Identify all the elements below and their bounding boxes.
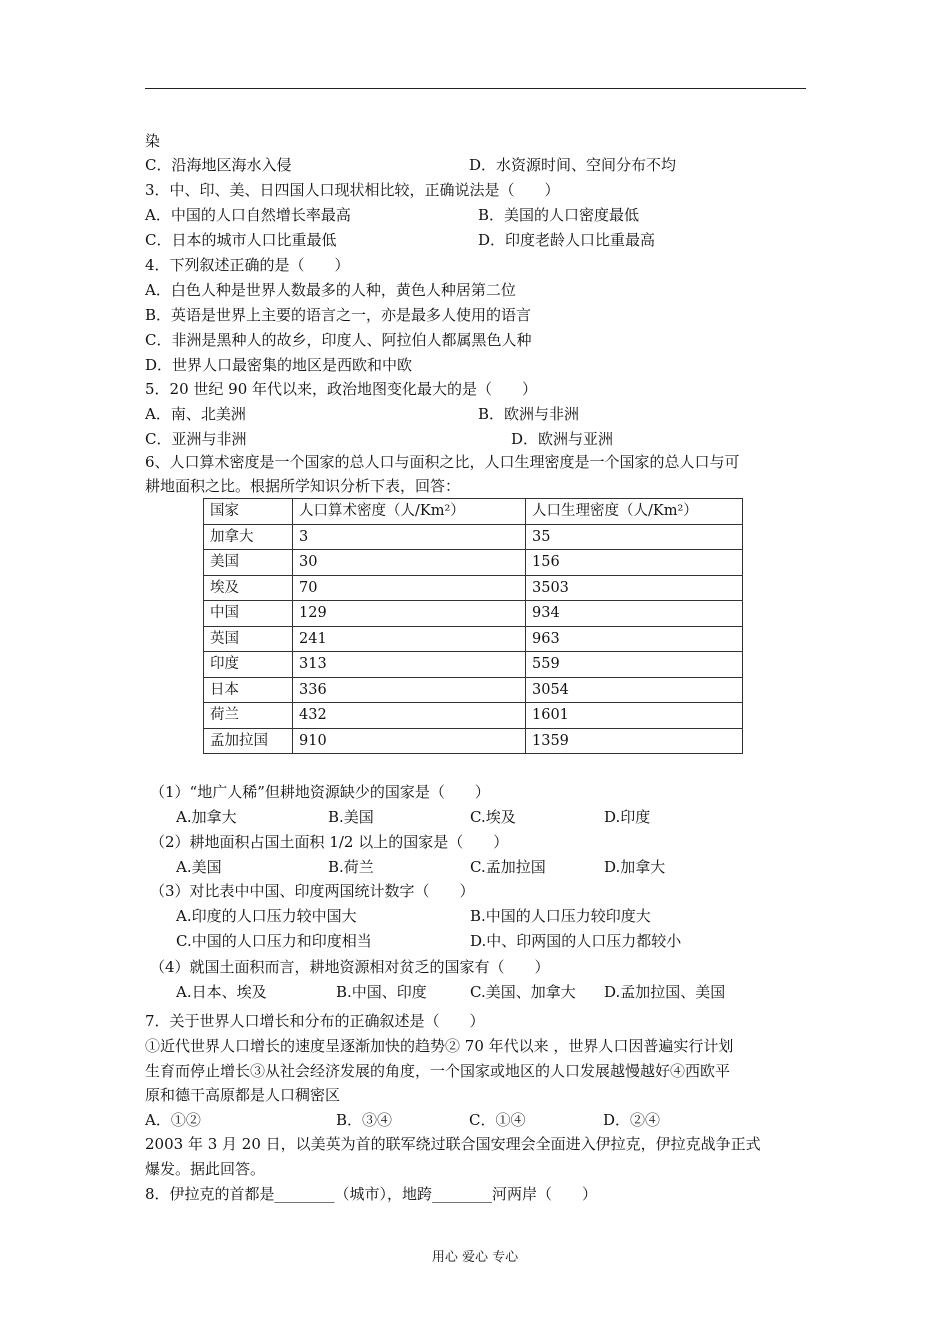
q4-option-a: A．白色人种是世界人数最多的人种，黄色人种居第二位 [145, 281, 516, 299]
page-footer: 用心 爱心 专心 [431, 1250, 519, 1265]
header-country: 国家 [204, 499, 293, 525]
option-c-coast: C．沿海地区海水入侵 [145, 156, 292, 174]
question-6-line-2: 耕地面积之比。根据所学知识分析下表，回答： [145, 477, 461, 495]
sub-question-3: （3）对比表中中国、印度两国统计数字（ ） [150, 882, 475, 900]
q5-option-d: D．欧洲与亚洲 [511, 430, 614, 448]
table-row [204, 652, 743, 678]
q7-statement-2: 生育而停止增长③从社会经济发展的角度，一个国家或地区的人口发展越慢越好④西欧平 [145, 1062, 731, 1080]
s3-option-b: B.中国的人口压力较印度大 [470, 907, 651, 925]
sub-question-2: （2）耕地面积占国土面积 1/2 以上的国家是（ ） [150, 833, 509, 851]
cell-country: 埃及 [204, 575, 293, 601]
q7-statement-3: 原和德干高原都是人口稠密区 [145, 1086, 341, 1104]
cell-arithmetic: 70 [293, 575, 526, 601]
cell-physiological: 3054 [526, 677, 743, 703]
q3-option-a: A．中国的人口自然增长率最高 [145, 206, 351, 224]
cell-physiological: 35 [526, 524, 743, 550]
header-arithmetic-density: 人口算术密度（人/Km²） [293, 499, 526, 525]
cell-physiological: 1601 [526, 703, 743, 729]
cell-country: 中国 [204, 601, 293, 627]
iraq-paragraph-line-2: 爆发。据此回答。 [145, 1160, 266, 1178]
table-row [204, 703, 743, 729]
s4-option-b: B.中国、印度 [336, 983, 427, 1001]
q4-option-d: D．世界人口最密集的地区是西欧和中欧 [145, 356, 413, 374]
cell-country: 孟加拉国 [204, 728, 293, 754]
q3-option-b: B．美国的人口密度最低 [478, 206, 640, 224]
s4-option-a: A.日本、埃及 [176, 983, 267, 1001]
sub-question-4: （4）就国土面积而言，耕地资源相对贫乏的国家有（ ） [150, 958, 550, 976]
s1-option-c: C.埃及 [470, 808, 516, 826]
table-row [204, 601, 743, 627]
cell-physiological: 963 [526, 626, 743, 652]
s1-option-a: A.加拿大 [176, 808, 237, 826]
s2-option-d: D.加拿大 [604, 858, 666, 876]
s2-option-a: A.美国 [176, 858, 222, 876]
q5-option-a: A．南、北美洲 [145, 405, 246, 423]
question-4: 4．下列叙述正确的是（ ） [145, 256, 350, 274]
cell-physiological: 559 [526, 652, 743, 678]
cell-physiological: 3503 [526, 575, 743, 601]
question-3: 3．中、印、美、日四国人口现状相比较，正确说法是（ ） [145, 181, 560, 199]
sub-question-1: （1）“地广人稀”但耕地资源缺少的国家是（ ） [150, 783, 490, 801]
option-d-water: D．水资源时间、空间分布不均 [469, 156, 677, 174]
q7-option-d: D．②④ [603, 1111, 661, 1129]
table-header-row [204, 499, 743, 525]
question-8: 8．伊拉克的首都是________（城市），地跨________河两岸（ ） [145, 1185, 598, 1203]
cell-physiological: 934 [526, 601, 743, 627]
cell-physiological: 1359 [526, 728, 743, 754]
q3-option-c: C．日本的城市人口比重最低 [145, 231, 337, 249]
s3-option-a: A.印度的人口压力较中国大 [176, 907, 357, 925]
population-density-table [203, 498, 743, 754]
table-row [204, 575, 743, 601]
cell-country: 印度 [204, 652, 293, 678]
question-6-line-1: 6、人口算术密度是一个国家的总人口与面积之比，人口生理密度是一个国家的总人口与可 [145, 453, 740, 471]
cell-physiological: 156 [526, 550, 743, 576]
s2-option-b: B.荷兰 [328, 858, 374, 876]
header-rule [145, 88, 806, 89]
cell-country: 加拿大 [204, 524, 293, 550]
cell-arithmetic: 30 [293, 550, 526, 576]
s1-option-d: D.印度 [604, 808, 651, 826]
cell-arithmetic: 313 [293, 652, 526, 678]
cell-arithmetic: 3 [293, 524, 526, 550]
header-physiological-density: 人口生理密度（人/Km²） [526, 499, 743, 525]
line-ran: 染 [145, 132, 161, 150]
cell-arithmetic: 910 [293, 728, 526, 754]
table-row [204, 728, 743, 754]
cell-country: 英国 [204, 626, 293, 652]
question-7: 7．关于世界人口增长和分布的正确叙述是（ ） [145, 1012, 485, 1030]
q4-option-b: B．英语是世界上主要的语言之一，亦是最多人使用的语言 [145, 306, 532, 324]
q5-option-b: B．欧洲与非洲 [478, 405, 580, 423]
cell-country: 美国 [204, 550, 293, 576]
iraq-paragraph-line-1: 2003 年 3 月 20 日，以美英为首的联军绕过联合国安理会全面进入伊拉克，伊拉克战争正式 [145, 1135, 761, 1153]
s1-option-b: B.美国 [328, 808, 374, 826]
cell-arithmetic: 432 [293, 703, 526, 729]
table-row [204, 626, 743, 652]
q7-option-c: C．①④ [469, 1111, 526, 1129]
s4-option-c: C.美国、加拿大 [470, 983, 576, 1001]
cell-country: 日本 [204, 677, 293, 703]
cell-arithmetic: 336 [293, 677, 526, 703]
s3-option-d: D.中、印两国的人口压力都较小 [470, 932, 682, 950]
q4-option-c: C．非洲是黑种人的故乡，印度人、阿拉伯人都属黑色人种 [145, 331, 532, 349]
table-row [204, 550, 743, 576]
cell-arithmetic: 129 [293, 601, 526, 627]
q3-option-d: D．印度老龄人口比重最高 [478, 231, 656, 249]
table-row [204, 524, 743, 550]
cell-country: 荷兰 [204, 703, 293, 729]
q7-option-a: A．①② [145, 1111, 201, 1129]
q5-option-c: C．亚洲与非洲 [145, 430, 247, 448]
cell-arithmetic: 241 [293, 626, 526, 652]
question-5: 5．20 世纪 90 年代以来，政治地图变化最大的是（ ） [145, 380, 538, 398]
q7-option-b: B．③④ [336, 1111, 393, 1129]
s4-option-d: D.孟加拉国、美国 [604, 983, 726, 1001]
s3-option-c: C.中国的人口压力和印度相当 [176, 932, 372, 950]
s2-option-c: C.孟加拉国 [470, 858, 546, 876]
table-row [204, 677, 743, 703]
q7-statement-1: ①近代世界人口增长的速度呈逐渐加快的趋势② 70 年代以来 ，世界人口因普遍实行计划 [145, 1037, 734, 1055]
